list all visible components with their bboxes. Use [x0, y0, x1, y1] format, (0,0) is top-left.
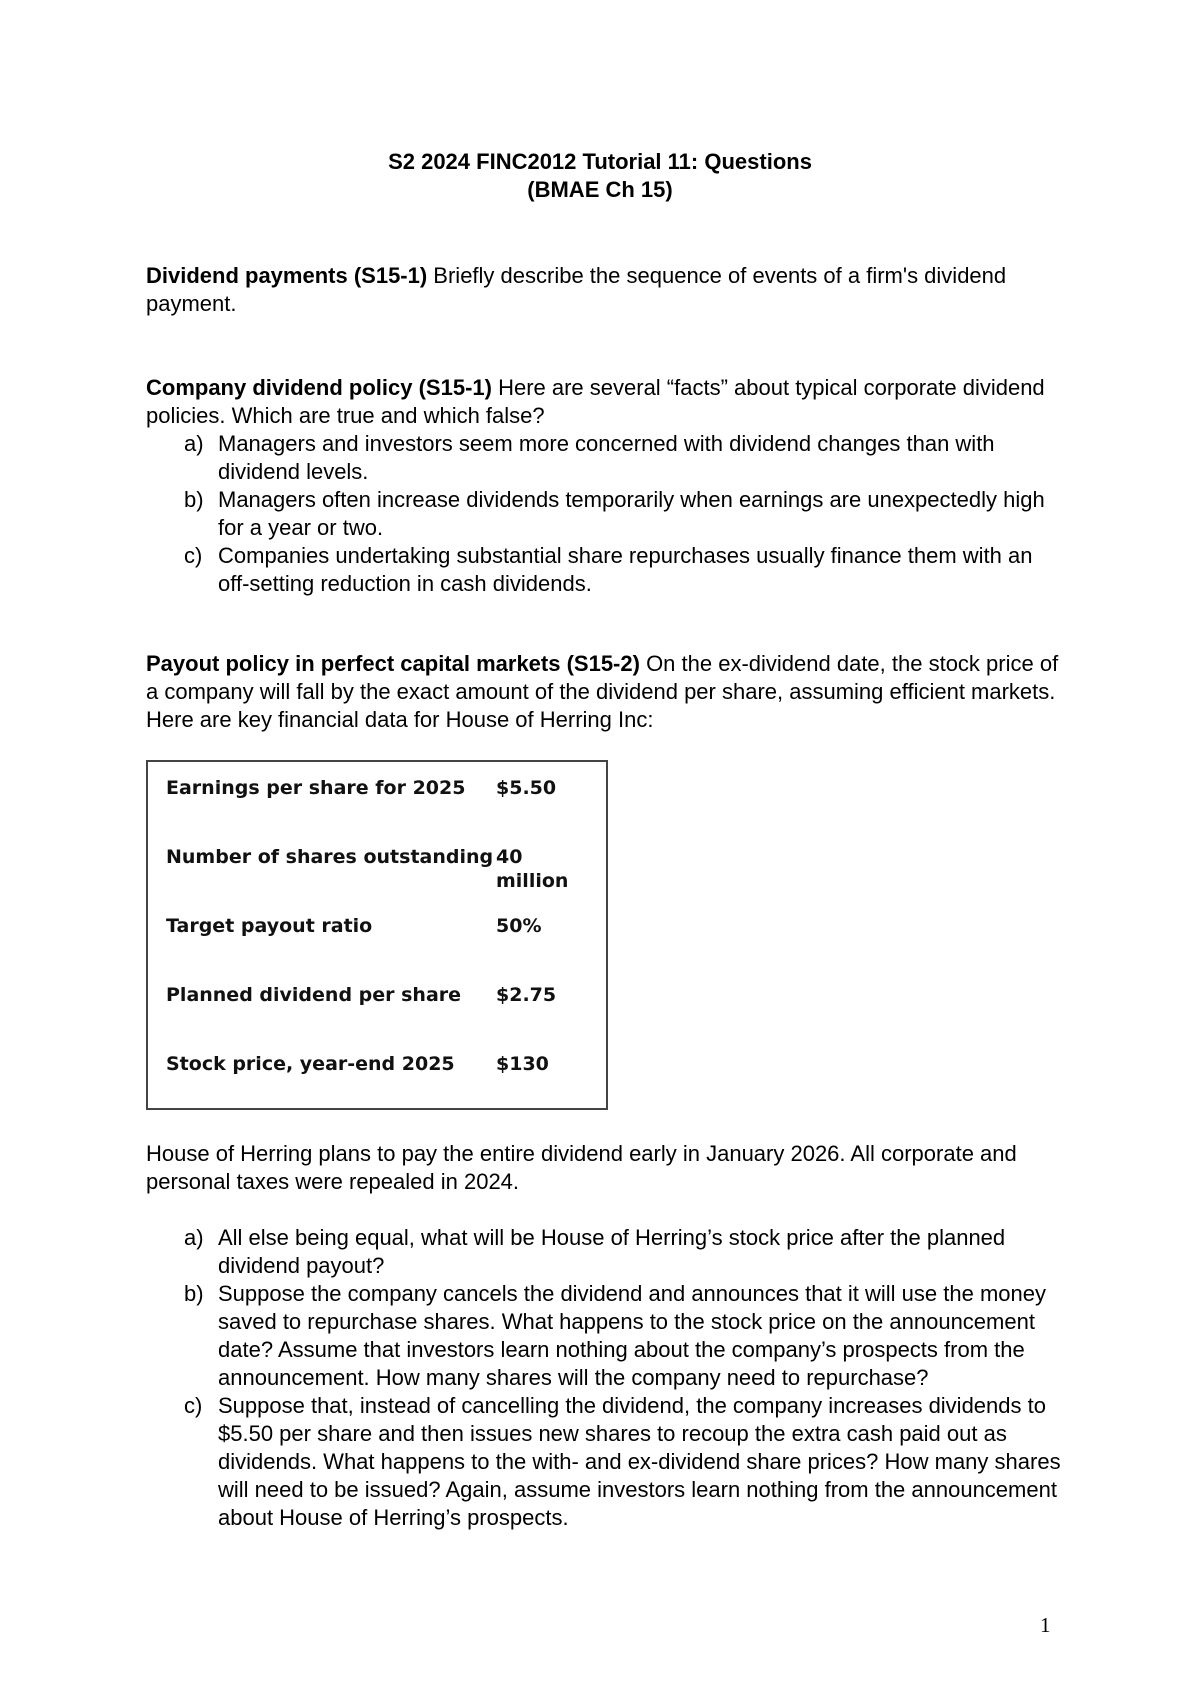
table-label: Target payout ratio: [166, 915, 373, 937]
table-label: Planned dividend per share: [166, 984, 462, 1006]
table-value: $130: [496, 1053, 549, 1075]
table-label: Number of shares outstanding: [166, 846, 494, 868]
page-subtitle: (BMAE Ch 15): [527, 177, 673, 202]
table-value: 50%: [496, 915, 542, 937]
question-text: On the ex-dividend date, the stock price of a company will fall by the exact amount of the dividend per share, assuming efficient markets. Here are key financial data for House of Herring Inc:: [146, 651, 1059, 732]
page-number: 1: [1040, 1613, 1051, 1637]
list-marker: a): [184, 431, 204, 456]
financial-data-table: [146, 760, 608, 1110]
list-item-text: Managers and investors seem more concerned with dividend changes than with dividend levels.: [218, 431, 995, 484]
question-heading: Company dividend policy (S15-1): [146, 375, 492, 400]
table-value: 40 million: [496, 846, 569, 892]
table-label: Stock price, year-end 2025: [166, 1053, 455, 1075]
list-marker: b): [184, 1281, 204, 1306]
list-item: [146, 486, 1066, 542]
table-value: $5.50: [496, 777, 557, 799]
page-title: S2 2024 FINC2012 Tutorial 11: Questions: [388, 149, 812, 174]
table-value: $2.75: [496, 984, 557, 1006]
question-company-dividend-policy: [146, 374, 1066, 430]
question-heading: Payout policy in perfect capital markets (S15-2): [146, 651, 640, 676]
list-marker: c): [184, 1393, 203, 1418]
question-text: Here are several “facts” about typical corporate dividend policies. Which are true and which false?: [146, 375, 1045, 428]
list-item: [146, 1224, 1066, 1280]
list-marker: a): [184, 1225, 204, 1250]
question-payout-policy: [146, 650, 1066, 734]
question-dividend-payments: [146, 262, 1066, 318]
list-item: [146, 542, 1066, 598]
list-item-text: Companies undertaking substantial share repurchases usually finance them with an off-setting reduction in cash dividends.: [218, 543, 1033, 596]
list-item-text: Managers often increase dividends temporarily when earnings are unexpectedly high for a year or two.: [218, 487, 1045, 540]
list-item: [146, 1280, 1066, 1392]
list-item: [146, 430, 1066, 486]
policy-facts-list: [146, 430, 1066, 598]
list-marker: b): [184, 487, 204, 512]
payout-questions-list: [146, 1224, 1066, 1532]
list-item-text: Suppose that, instead of cancelling the dividend, the company increases dividends to $5.50 per share and then issues new shares to recoup the extra cash paid out as dividends. What happens to the with- and ex-dividend share prices? How many shares will need to be issued? Again, assume investors learn nothing from the announcement about House of Herring’s prospects.: [218, 1393, 1061, 1530]
question-text: Briefly describe the sequence of events of a firm's dividend payment.: [146, 263, 1007, 316]
list-item-text: All else being equal, what will be House of Herring’s stock price after the planned dividend payout?: [218, 1225, 1006, 1278]
question-heading: Dividend payments (S15-1): [146, 263, 428, 288]
table-label: Earnings per share for 2025: [166, 777, 466, 799]
list-item: [146, 1392, 1066, 1532]
house-of-herring-context: House of Herring plans to pay the entire dividend early in January 2026. All corporate and personal taxes were repealed in 2024.: [146, 1141, 1017, 1194]
list-marker: c): [184, 543, 203, 568]
list-item-text: Suppose the company cancels the dividend and announces that it will use the money saved to repurchase shares. What happens to the stock price on the announcement date? Assume that investors learn nothing about the company’s prospects from the announcement. How many shares will the company need to repurchase?: [218, 1281, 1046, 1390]
